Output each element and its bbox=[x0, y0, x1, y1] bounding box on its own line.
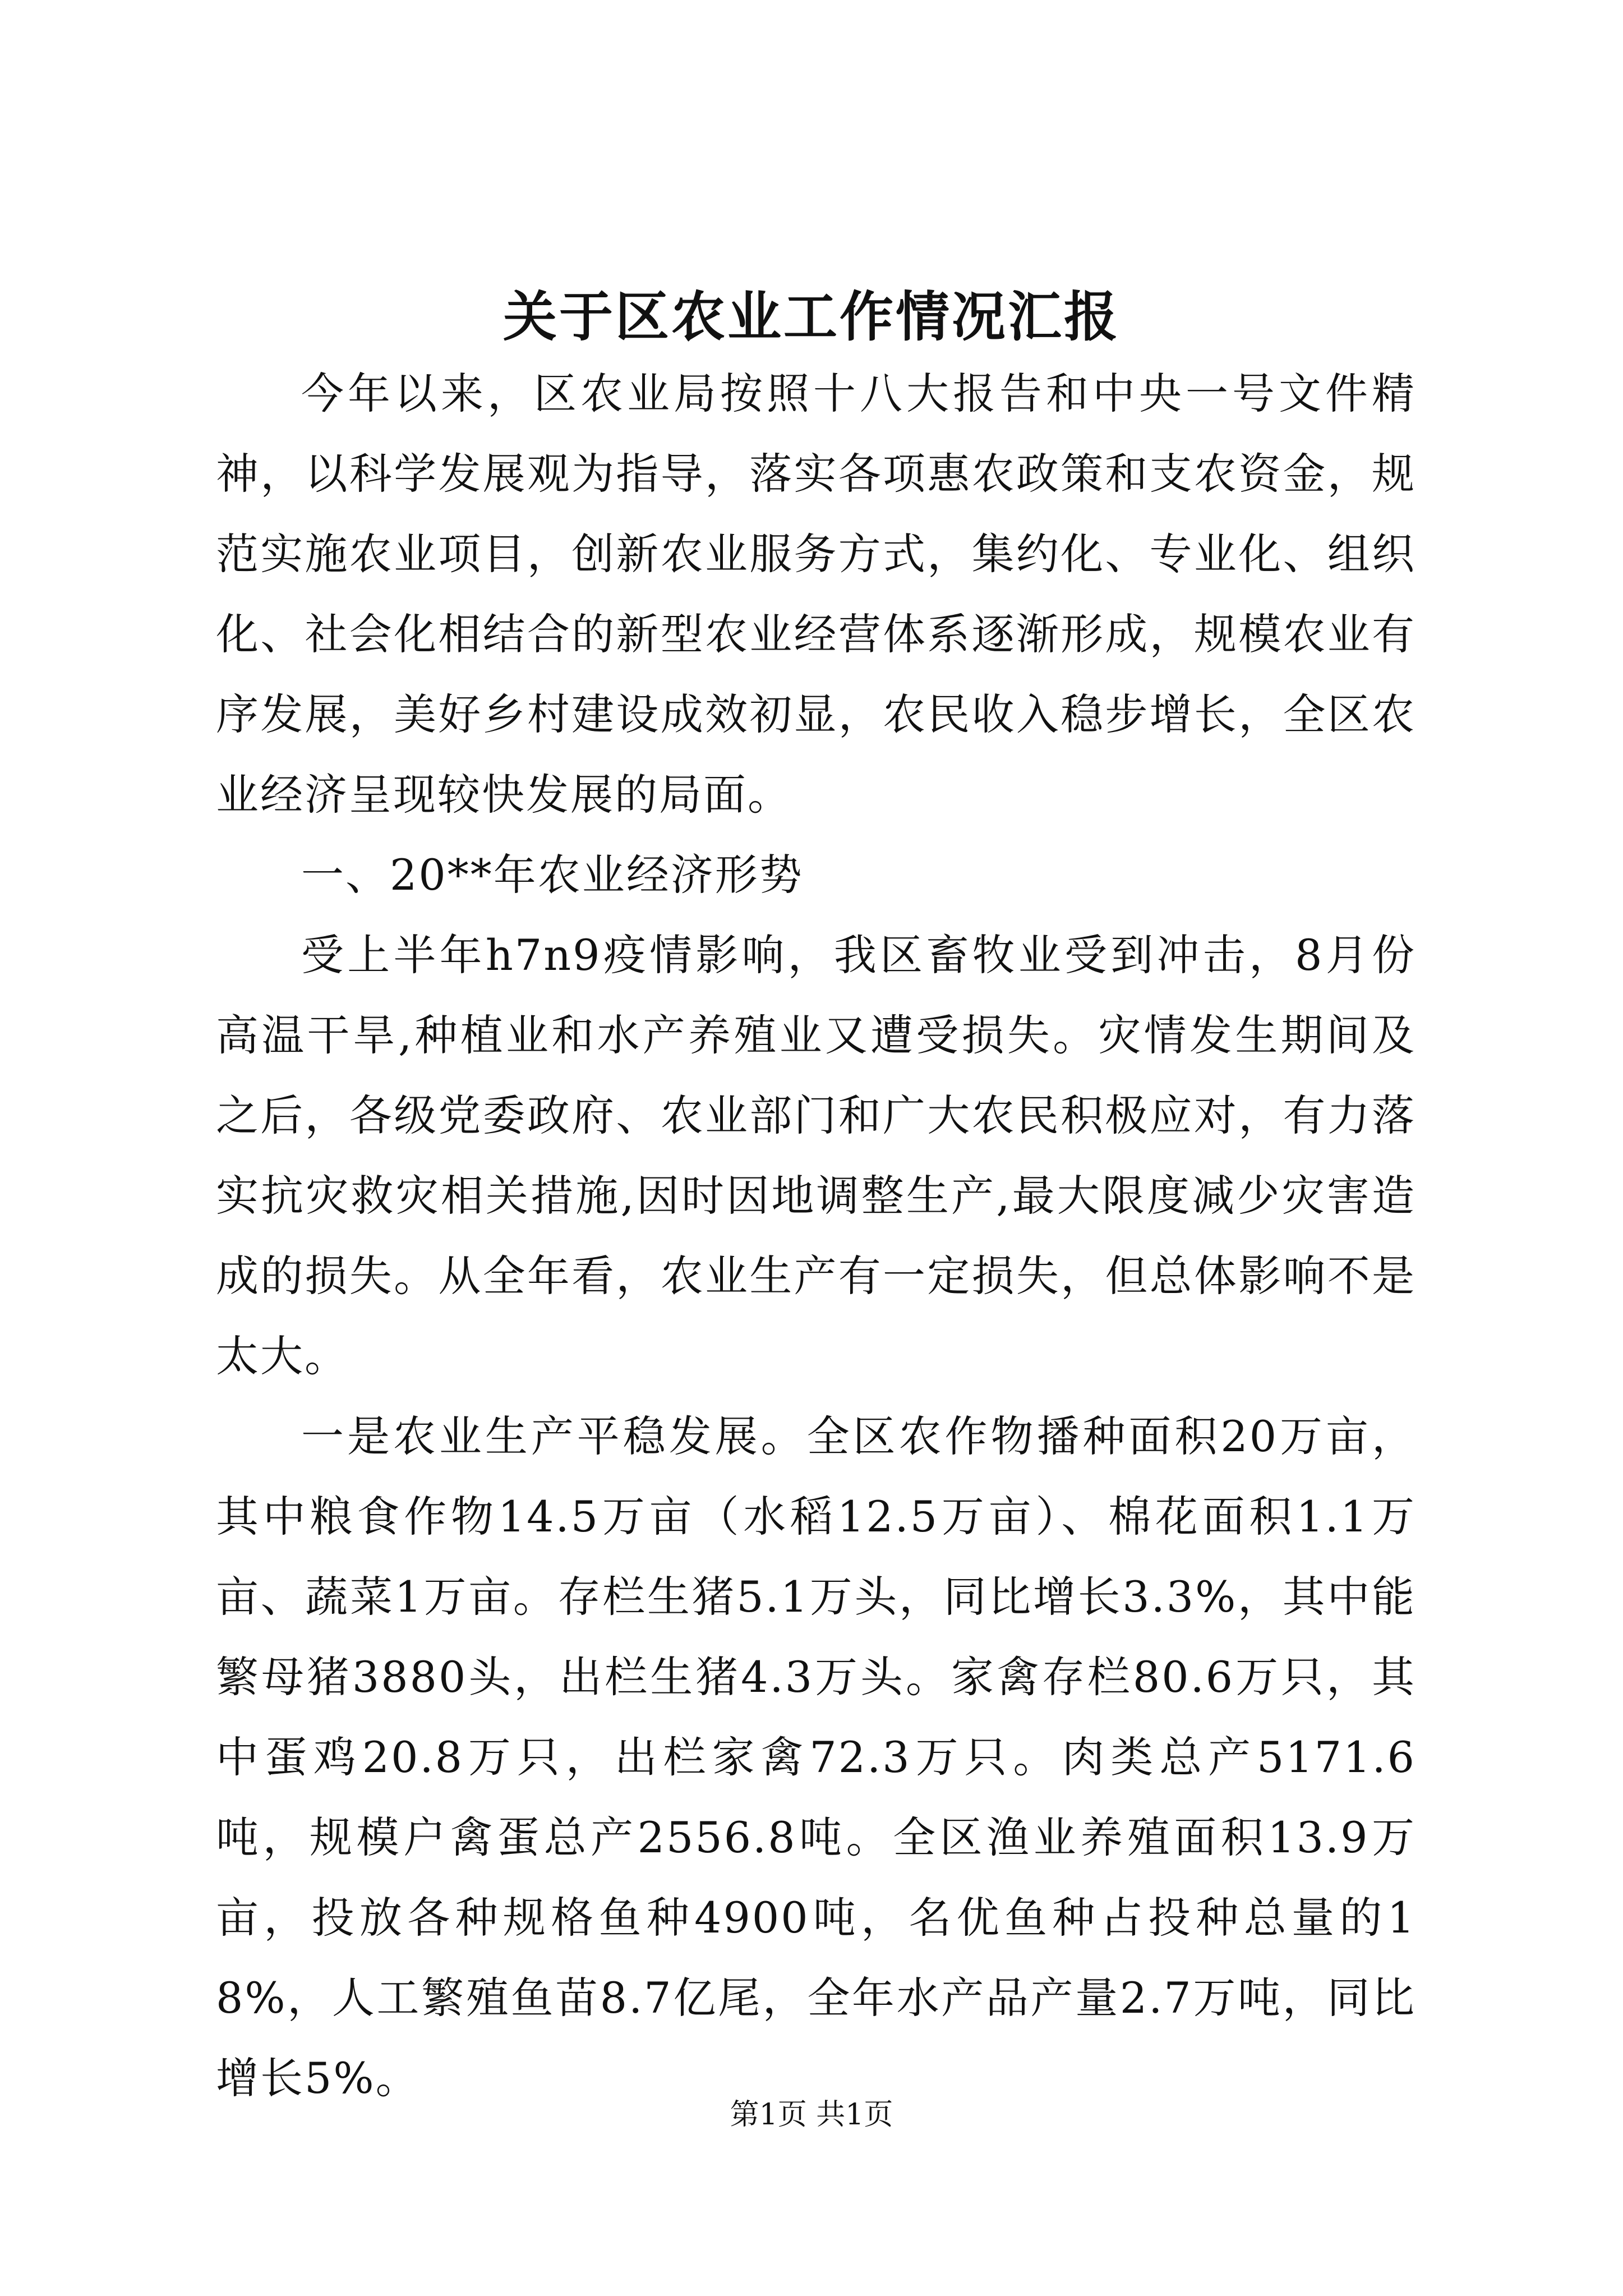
paragraph-situation: 受上半年h7n9疫情影响，我区畜牧业受到冲击，8月份高温干旱,种植业和水产养殖业又遭受损失。灾情发生期间及之后，各级党委政府、农业部门和广大农民积极应对，有力落实抗灾救灾相关措施,因时因地调整生产,最大限度减少灾害造成的损失。从全年看，农业生产有一定损失，但总体影响不是太大。 bbox=[216, 930, 1416, 1381]
document-body bbox=[216, 353, 1416, 2118]
section-heading: 一、20**年农业经济形势 bbox=[301, 850, 804, 900]
paragraph-intro: 今年以来，区农业局按照十八大报告和中央一号文件精神，以科学发展观为指导，落实各项惠农政策和支农资金，规范实施农业项目，创新农业服务方式，集约化、专业化、组织化、社会化相结合的新型农业经营体系逐渐形成，规模农业有序发展，美好乡村建设成效初显，农民收入稳步增长，全区农业经济呈现较快发展的局面。 bbox=[216, 369, 1416, 820]
page-footer: 第1页 共1页 bbox=[730, 2098, 893, 2132]
document-title: 关于区农业工作情况汇报 bbox=[503, 285, 1120, 348]
paragraph-production: 一是农业生产平稳发展。全区农作物播种面积20万亩，其中粮食作物14.5万亩（水稻12.5万亩）、棉花面积1.1万亩、蔬菜1万亩。存栏生猪5.1万头，同比增长3.3%，其中能繁母猪3880头，出栏生猪4.3万头。家禽存栏80.6万只，其中蛋鸡20.8万只，出栏家禽72.3万只。肉类总产5171.6吨，规模户禽蛋总产2556.8吨。全区渔业养殖面积13.9万亩，投放各种规格鱼种4900吨，名优鱼种占投种总量的18%，人工繁殖鱼苗8.7亿尾，全年水产品产量2.7万吨，同比增长5%。 bbox=[216, 1411, 1416, 2103]
